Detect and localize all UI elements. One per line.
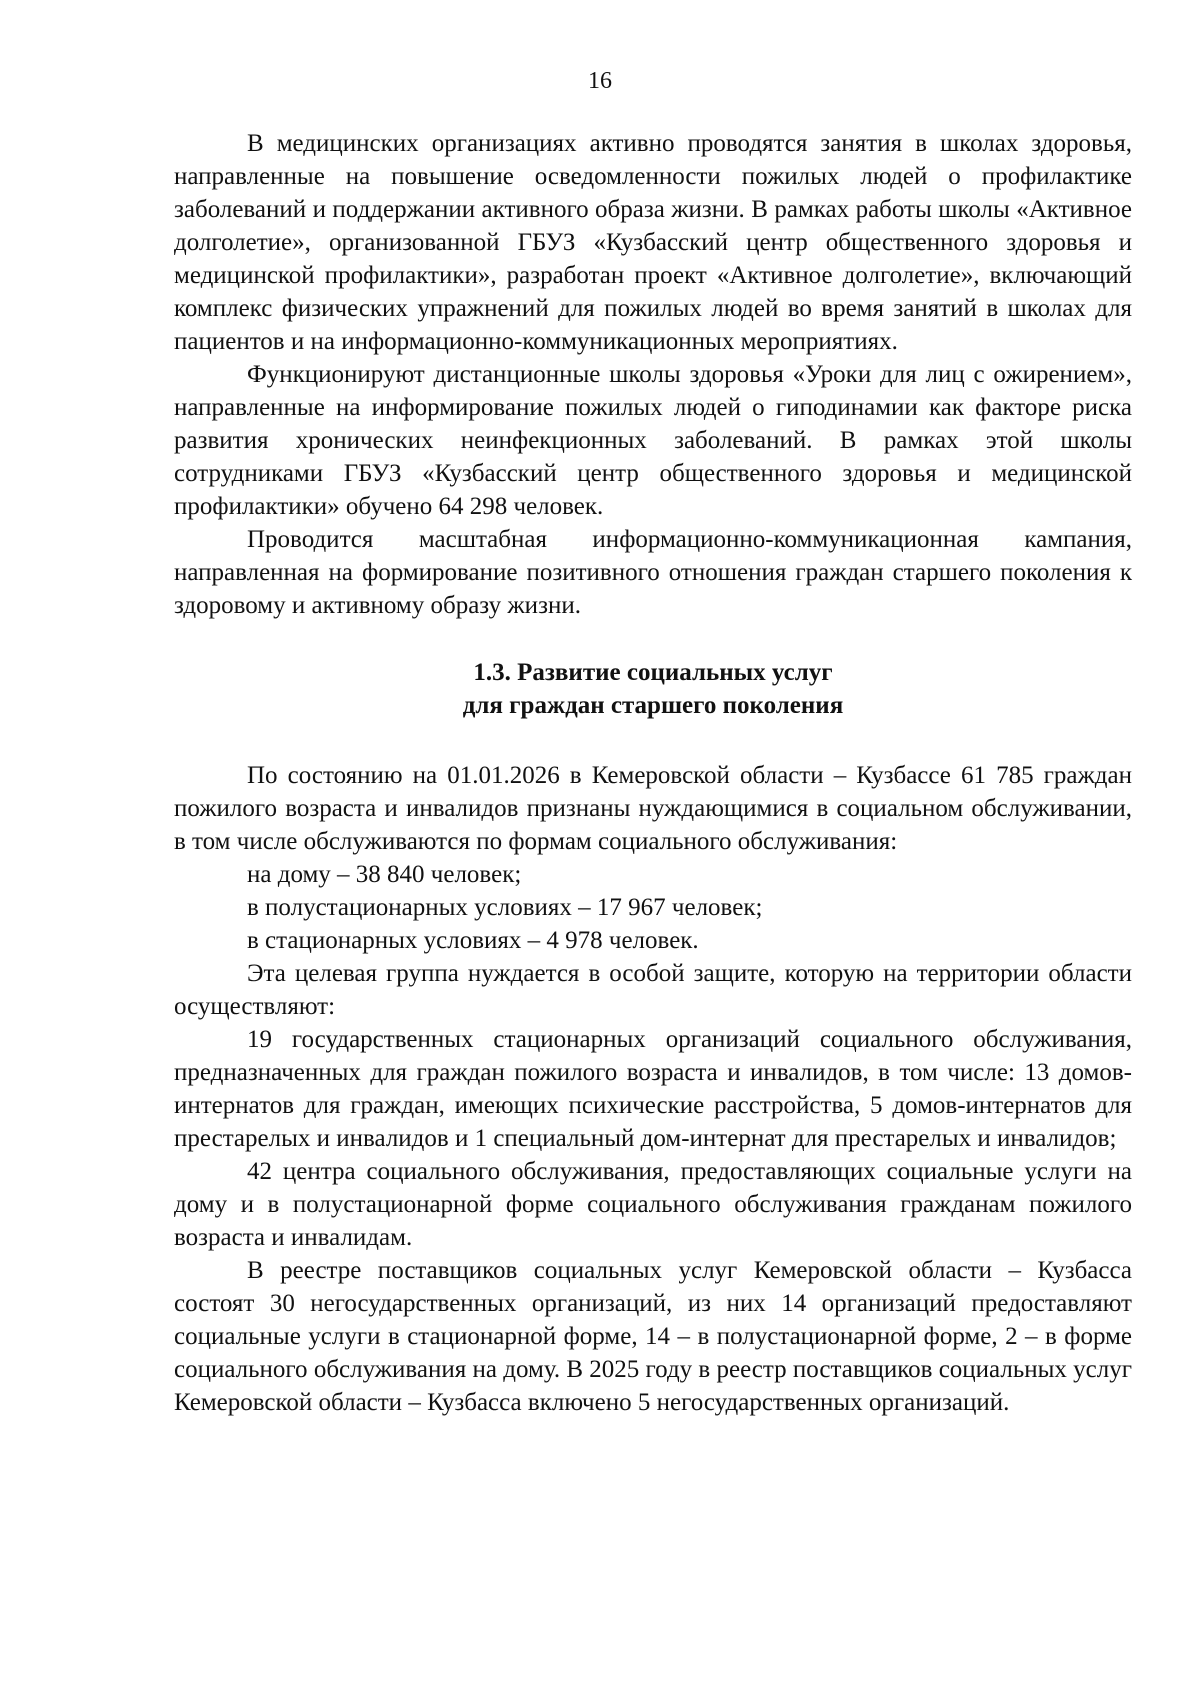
paragraph-remote-schools: Функционируют дистанционные школы здоровья «Уроки для лиц с ожирением», направленные на информирование пожилых людей о гиподинамии как факторе риска развития хронических неинфекционных заболеваний. В рамках этой школы сотрудниками ГБУЗ «Кузбасский центр общественного здоровья и медицинской профилактики» обучено 64 298 человек.	[174, 361, 1132, 520]
paragraph-provider-registry: В реестре поставщиков социальных услуг Кемеровской области – Кузбасса состоят 30 негосударственных организаций, из них 14 организаций предоставляют социальные услуги в стационарной форме, 14 – в полустационарной форме, 2 – в форме социального обслуживания на дому. В 2025 году в реестр поставщиков социальных услуг Кемеровской области – Кузбасса включено 5 негосударственных организаций.	[174, 1257, 1132, 1416]
list-item-stationary: в стационарных условиях – 4 978 человек.	[247, 927, 699, 954]
list-item-semi-stationary: в полустационарных условиях – 17 967 человек;	[247, 894, 763, 921]
paragraph-target-group: Эта целевая группа нуждается в особой защите, которую на территории области осуществляют:	[174, 960, 1132, 1020]
paragraph-state-organizations: 19 государственных стационарных организаций социального обслуживания, предназначенных для граждан пожилого возраста и инвалидов, в том числе: 13 домов-интернатов для граждан, имеющих психические расстройства, 5 домов-интернатов для престарелых и инвалидов и 1 специальный дом-интернат для престарелых и инвалидов;	[174, 1026, 1132, 1152]
section-heading-line-1: 1.3. Развитие социальных услуг	[473, 659, 833, 686]
page-number: 16	[588, 68, 612, 94]
page-body	[174, 127, 1132, 1419]
paragraph-health-schools: В медицинских организациях активно проводятся занятия в школах здоровья, направленные на повышение осведомленности пожилых людей о профилактике заболеваний и поддержании активного образа жизни. В рамках работы школы «Активное долголетие», организованной ГБУЗ «Кузбасский центр общественного здоровья и медицинской профилактики», разработан проект «Активное долголетие», включающий комплекс физических упражнений для пожилых людей во время занятий в школах для пациентов и на информационно-коммуникационных мероприятиях.	[174, 130, 1132, 355]
section-heading	[174, 656, 1132, 722]
section-heading-line-2: для граждан старшего поколения	[462, 692, 844, 719]
paragraph-service-centers: 42 центра социального обслуживания, предоставляющих социальные услуги на дому и в полустационарной форме социального обслуживания гражданам пожилого возраста и инвалидам.	[174, 1158, 1132, 1251]
paragraph-info-campaign: Проводится масштабная информационно-коммуникационная кампания, направленная на формирование позитивного отношения граждан старшего поколения к здоровому и активному образу жизни.	[174, 526, 1132, 619]
paragraph-service-status: По состоянию на 01.01.2026 в Кемеровской области – Кузбассе 61 785 граждан пожилого возраста и инвалидов признаны нуждающимися в социальном обслуживании, в том числе обслуживаются по формам социального обслуживания:	[174, 762, 1132, 855]
list-item-home-service: на дому – 38 840 человек;	[247, 861, 522, 888]
